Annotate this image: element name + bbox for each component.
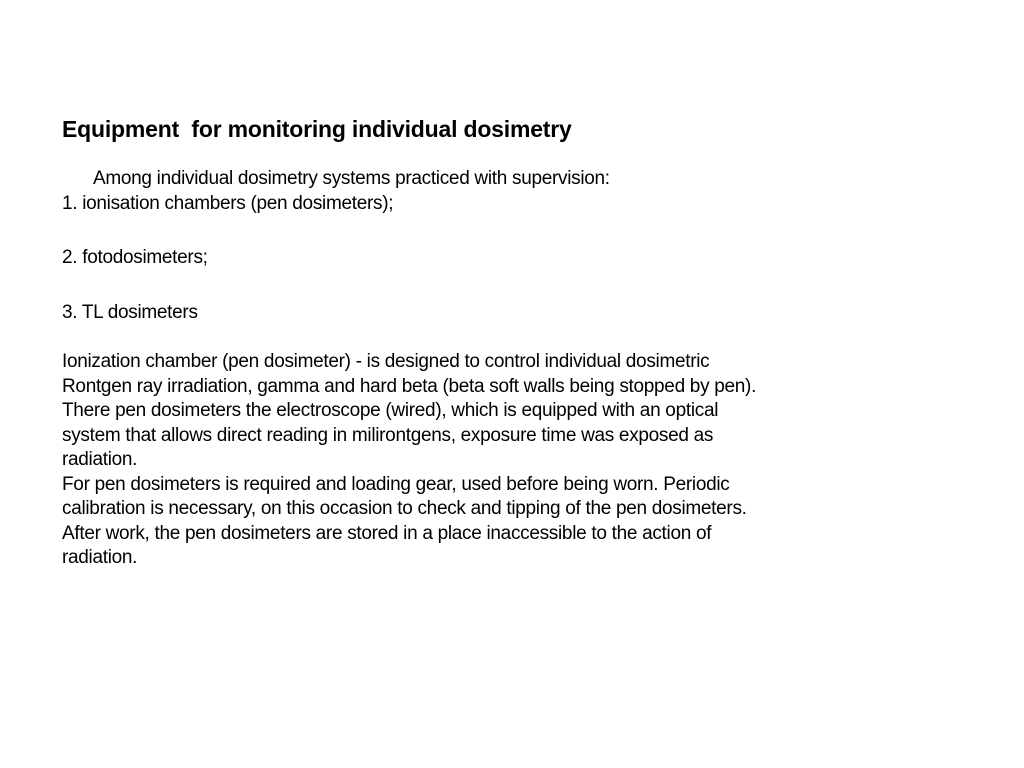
body-line: system that allows direct reading in milirontgens, exposure time was exposed as (62, 424, 714, 446)
intro-text: Among individual dosimetry systems practiced with supervision: (93, 168, 610, 189)
body-line: radiation. (62, 449, 138, 470)
body-line: Rontgen ray irradiation, gamma and hard beta (beta soft walls being stopped by pen). (62, 375, 757, 397)
body-line: radiation. (62, 547, 138, 568)
body-line: Ionization chamber (pen dosimeter) - is designed to control individual dosimetric (62, 351, 710, 372)
list-item-tl-dosimeters: 3. TL dosimeters (62, 302, 198, 323)
list-item-ionisation-chambers: 1. ionisation chambers (pen dosimeters); (62, 193, 394, 214)
slide-title: Equipment for monitoring individual dosimetry (62, 116, 572, 142)
body-line: There pen dosimeters the electroscope (wired), which is equipped with an optical (62, 400, 719, 421)
body-paragraph (62, 350, 962, 571)
body-line: calibration is necessary, on this occasion to check and tipping of the pen dosimeters. (62, 498, 747, 519)
list-item-fotodosimeters: 2. fotodosimeters; (62, 247, 208, 268)
body-line: For pen dosimeters is required and loading gear, used before being worn. Periodic (62, 473, 730, 495)
body-line: After work, the pen dosimeters are stored in a place inaccessible to the action of (62, 522, 712, 544)
